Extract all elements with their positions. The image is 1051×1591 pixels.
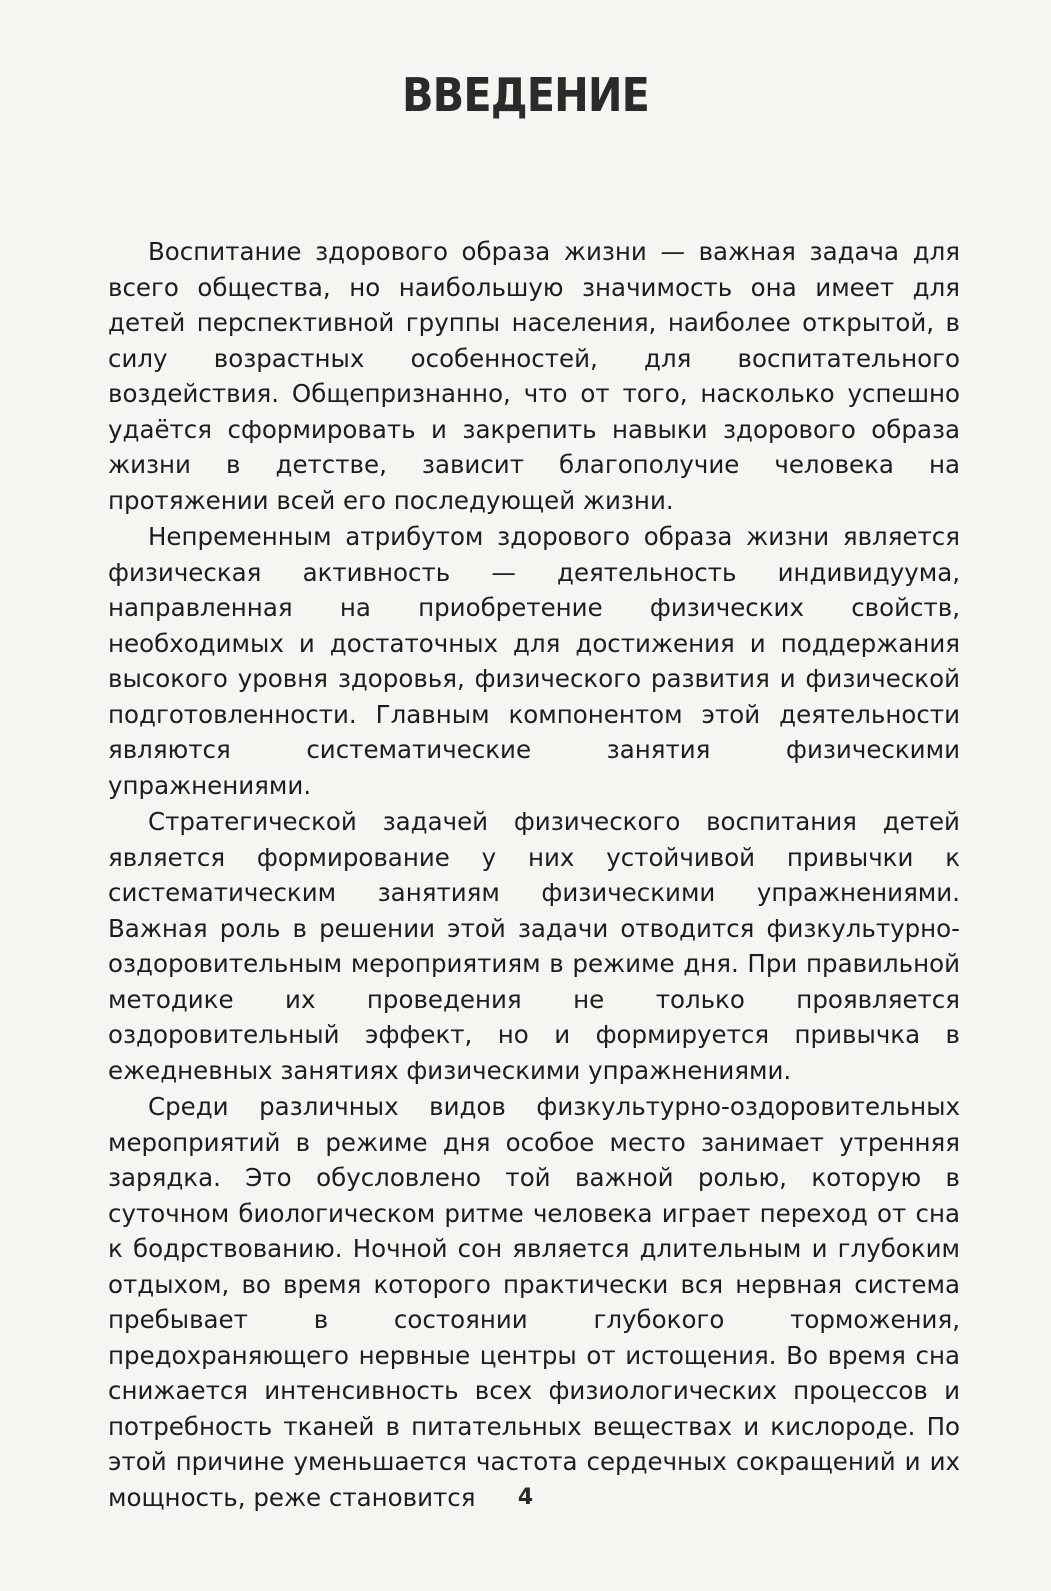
paragraph: Стратегической задачей физического воспитания детей является формирование у них устойчивой привычки к систематическим занятиям физическими упражнениями. Важная роль в решении этой задачи отводится физкультурно-оздоровительным мероприятиям в режиме дня. При правильной методике их проведения не только проявляется оздоровительный эффект, но и формируется привычка в ежедневных занятиях физическими упражнениями.	[108, 807, 960, 1085]
page-title: ВВЕДЕНИЕ	[402, 68, 649, 122]
page-number: 4	[517, 1485, 534, 1510]
body-text	[108, 234, 960, 1516]
paragraph: Непременным атрибутом здорового образа жизни является физическая активность — деятельность индивидуума, направленная на приобретение физических свойств, необходимых и достаточных для достижения и поддержания высокого уровня здоровья, физического развития и физической подготовленности. Главным компонентом этой деятельности являются систематические занятия физическими упражнениями.	[108, 522, 960, 800]
paragraph: Воспитание здорового образа жизни — важная задача для всего общества, но наибольшую значимость она имеет для детей перспективной группы населения, наиболее открытой, в силу возрастных особенностей, для воспитательного воздействия. Общепризнанно, что от того, насколько успешно удаётся сформировать и закрепить навыки здорового образа жизни в детстве, зависит благополучие человека на протяжении всей его последующей жизни.	[108, 237, 960, 515]
paragraph: Среди различных видов физкультурно-оздоровительных мероприятий в режиме дня особое место занимает утренняя зарядка. Это обусловлено той важной ролью, которую в суточном биологическом ритме человека играет переход от сна к бодрствованию. Ночной сон является длительным и глубоким отдыхом, во время которого практически вся нервная система пребывает в состоянии глубокого торможения, предохраняющего нервные центры от истощения. Во время сна снижается интенсивность всех физиологических процессов и потребность тканей в питательных веществах и кислороде. По этой причине уменьшается частота сердечных сокращений и их мощность, реже становится	[108, 1092, 960, 1512]
